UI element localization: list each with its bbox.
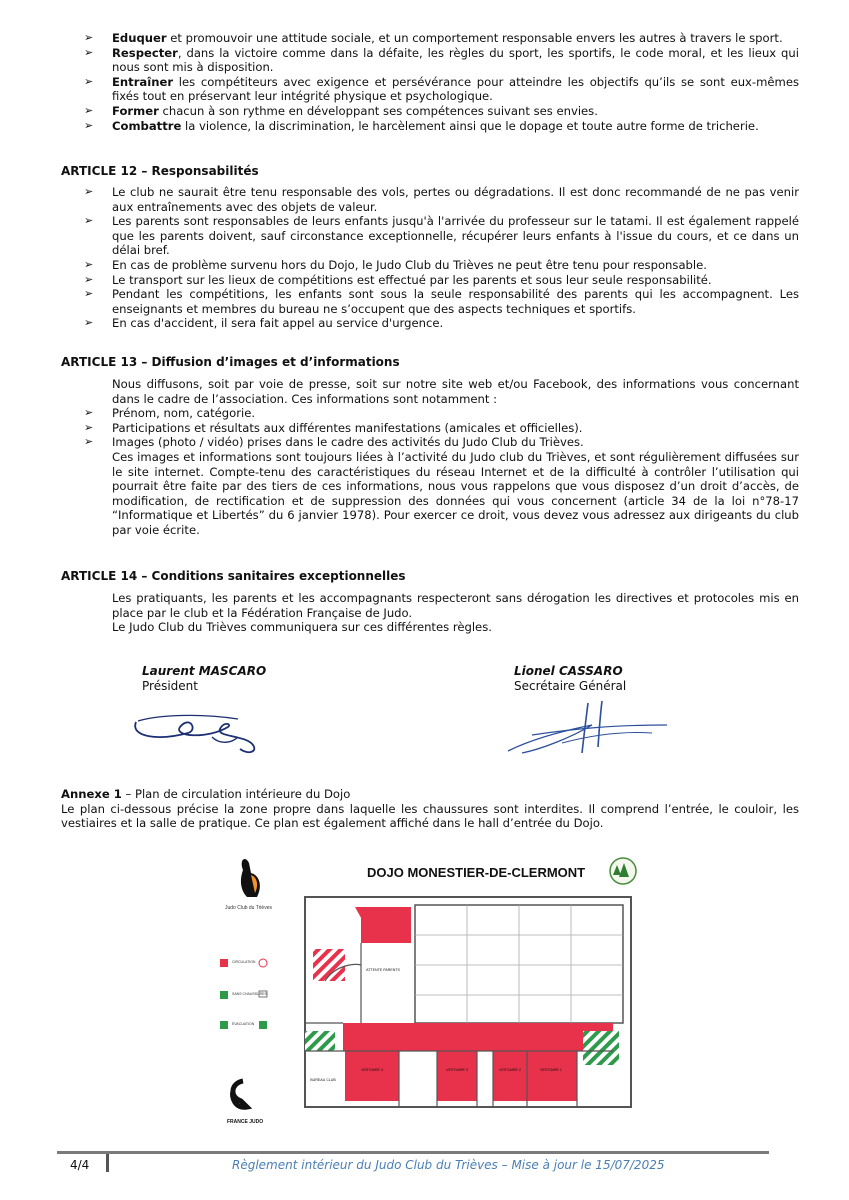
article-14-paragraph: Le Judo Club du Trièves communiquera sur ces différentes règles.: [112, 620, 492, 635]
arrow-bullet-icon: ➢: [84, 272, 94, 286]
list-item: ➢ En cas de problème survenu hors du Dojo, le Judo Club du Trièves ne peut être tenu pour responsable.: [84, 257, 707, 272]
signatory-role: Président: [142, 678, 198, 693]
list-item: ➢ Eduquer et promouvoir une attitude sociale, et un comportement responsable envers les autres à travers le sport.: [84, 31, 783, 45]
article-13-body: [84, 377, 799, 538]
legend-label: ÉVACUATION: [232, 1022, 255, 1026]
list-item: ➢ En cas d'accident, il sera fait appel au service d'urgence.: [84, 316, 444, 331]
footer-separator: [106, 1154, 109, 1172]
signature-secretary: [514, 664, 774, 765]
page-number: 4/4: [70, 1158, 90, 1172]
list-item: ➢ Respecter, dans la victoire comme dans la défaite, les règles du sport, les sportifs, le code moral, et les lieux qui nous sont mis à disposition.: [84, 45, 799, 75]
france-judo-logo: [233, 1081, 247, 1107]
arrow-bullet-icon: ➢: [84, 103, 94, 117]
arrow-bullet-icon: ➢: [84, 406, 94, 420]
arrow-bullet-icon: ➢: [84, 74, 94, 88]
article-13-outro: Ces images et informations sont toujours liées à l’activité du Judo club du Trièves, et sont régulièrement diffusées sur le site internet. Compte-tenu des caractéristiques du réseau Internet et de la difficulté à contrôler l’utilisation qui pourrait être faite par des tiers de ces informations, nous vous rappelons que vous disposez d’un droit d’accès, de modification, de rectification et de suppression des données qui vous concernent (article 34 de la loi n°78-17 “Informatique et Libertés” du 6 janvier 1978). Pour exercer ce droit, vous devez vous adressez aux dirigeants du club par voie écrite.: [112, 449, 799, 537]
article-12-list: [84, 185, 799, 331]
room-label: ATTENTE PARENTS: [366, 968, 400, 972]
legend-label: CIRCULATION: [232, 960, 256, 964]
footer-rule: [57, 1151, 769, 1154]
signatory-role: Secrétaire Général: [514, 678, 627, 693]
list-item: ➢ Pendant les compétitions, les enfants sont sous la seule responsabilité des parents qui les accompagnent. Les enseignants et membres du bureau ne s’occupent que des aspects techniques et sportifs.: [84, 287, 799, 316]
arrow-bullet-icon: ➢: [84, 31, 94, 44]
list-item: ➢ Prénom, nom, catégorie.: [84, 406, 256, 421]
signature-president: [142, 664, 402, 767]
floor-plan-drawing: [205, 845, 645, 1125]
handwritten-signature: [128, 697, 278, 767]
federation-label: FRANCE JUDO: [227, 1119, 264, 1125]
arrow-bullet-icon: ➢: [84, 45, 94, 59]
article-14-title: ARTICLE 14 – Conditions sanitaires exceptionnelles: [61, 569, 406, 583]
list-item: ➢ Les parents sont responsables de leurs enfants jusqu'à l'arrivée du professeur sur le tatami. Il est également rappelé que les parents doivent, sauf circonstance exceptionnelle, récupérer leurs enfants à l'issue du cours, et ce dans un délai bref.: [84, 214, 799, 258]
dojo-floor-plan: [205, 845, 645, 1125]
list-item: ➢ Images (photo / vidéo) prises dans le cadre des activités du Judo Club du Trièves.: [84, 435, 584, 450]
arrow-bullet-icon: ➢: [84, 287, 94, 301]
footer-title: Règlement intérieur du Judo Club du Trièves – Mise à jour le 15/07/2025: [232, 1158, 665, 1172]
signatory-name: Lionel CASSARO: [514, 664, 623, 678]
room-label: VESTIAIRE 4: [361, 1068, 383, 1072]
arrow-bullet-icon: ➢: [84, 257, 94, 271]
article-12-title: ARTICLE 12 – Responsabilités: [61, 164, 259, 178]
signatory-name: Laurent MASCARO: [142, 664, 267, 678]
arrow-bullet-icon: ➢: [84, 118, 94, 132]
arrow-bullet-icon: ➢: [84, 185, 94, 198]
list-item: ➢ Former chacun à son rythme en développant ses compétences suivant ses envies.: [84, 103, 598, 118]
arrow-bullet-icon: ➢: [84, 214, 94, 228]
annexe-section: [61, 787, 799, 831]
list-item: ➢ Entraîner les compétiteurs avec exigence et persévérance pour atteindre les objectifs qu’ils se sont eux-mêmes fixés tout en préservant leur intégrité physique et psychologique.: [84, 74, 799, 104]
annexe-paragraph: Le plan ci-dessous précise la zone propre dans laquelle les chaussures sont interdites. Il comprend l’entrée, le couloir, les vestiaires et la salle de pratique. Ce plan est également affiché dans le hall d’entrée du Dojo.: [61, 801, 799, 831]
article-14-paragraph: Les pratiquants, les parents et les accompagnants respecteront sans dérogation les directives et protocoles mis en place par le club et la Fédération Française de Judo.: [112, 591, 799, 620]
room-label: VESTIAIRE 3: [446, 1068, 468, 1072]
club-logo-label: Judo Club du Trièves: [225, 905, 272, 911]
list-item: ➢ Le transport sur les lieux de compétitions est effectué par les parents et sous leur seule responsabilité.: [84, 272, 712, 287]
article-13-intro: Nous diffusons, soit par voie de presse, soit sur notre site web et/ou Facebook, des informations vous concernant dans le cadre de l’association. Ces informations sont notamment :: [112, 377, 799, 406]
values-list: [84, 31, 799, 133]
room-label: VESTIAIRE 1: [540, 1068, 562, 1072]
legend-label: SANS CHAUSSURES: [232, 992, 267, 996]
plan-title: DOJO MONESTIER-DE-CLERMONT: [367, 865, 586, 880]
arrow-bullet-icon: ➢: [84, 435, 94, 449]
arrow-bullet-icon: ➢: [84, 420, 94, 434]
list-item: ➢ Combattre la violence, la discrimination, le harcèlement ainsi que le dopage et toute autre forme de tricherie.: [84, 118, 759, 133]
room-label: VESTIAIRE 2: [499, 1068, 521, 1072]
annexe-heading: Annexe 1 – Plan de circulation intérieure du Dojo: [61, 787, 351, 801]
club-logo: [241, 859, 260, 897]
list-item: ➢ Participations et résultats aux différentes manifestations (amicales et officielles).: [84, 420, 583, 435]
handwritten-signature: [502, 695, 672, 765]
article-14-body: [112, 591, 799, 635]
list-item: ➢ Le club ne saurait être tenu responsable des vols, pertes ou dégradations. Il est donc recommandé de ne pas venir aux entraînements avec des objets de valeur.: [84, 185, 799, 214]
article-13-title: ARTICLE 13 – Diffusion d’images et d’informations: [61, 355, 400, 369]
room-label: BUREAU CLUB: [310, 1078, 336, 1082]
arrow-bullet-icon: ➢: [84, 316, 94, 330]
